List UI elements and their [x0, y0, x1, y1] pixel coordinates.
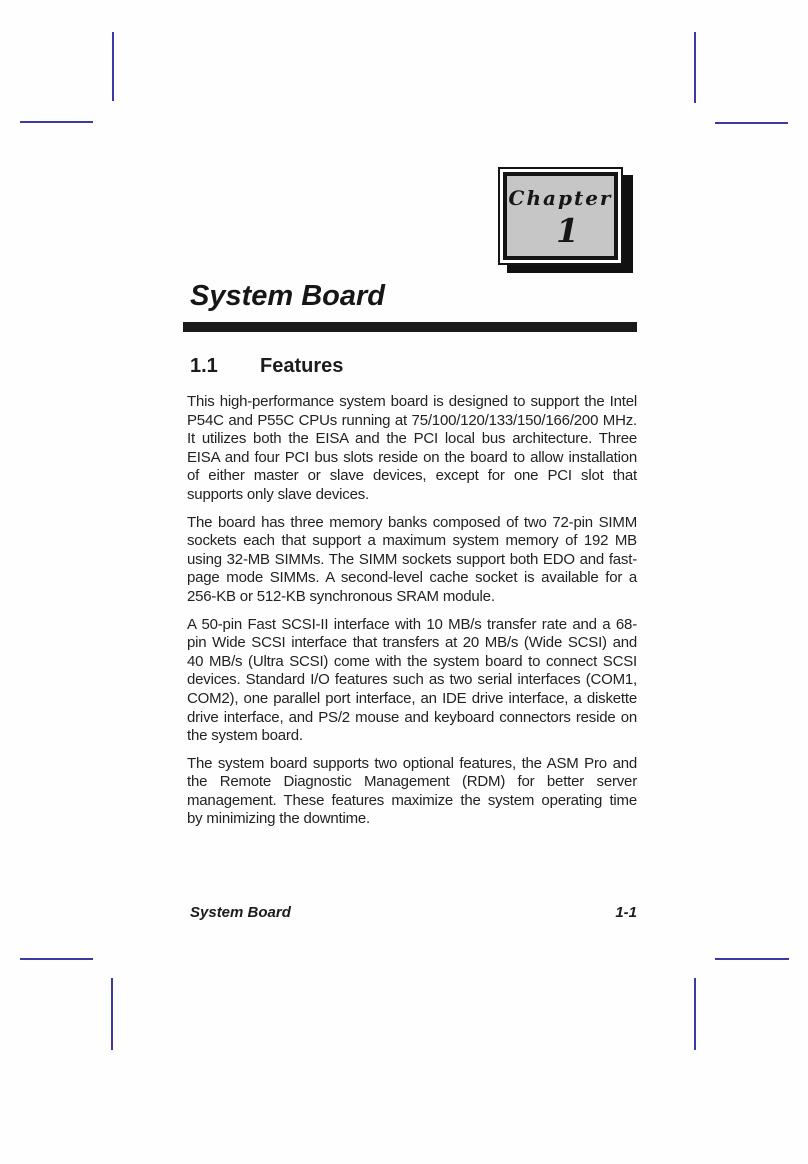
- paragraph: [187, 514, 637, 607]
- page-footer: [190, 904, 637, 922]
- text-line: of either master or slave devices, except for one PCI slot that: [187, 467, 637, 485]
- text-line: sockets each that support a maximum system memory of 192 MB: [187, 532, 637, 550]
- text-line: drive interface, and PS/2 mouse and keyboard connectors reside on: [187, 708, 637, 726]
- body-paragraphs: [187, 393, 637, 838]
- text-line: the Remote Diagnostic Management (RDM) for better server: [187, 773, 637, 791]
- text-line: P54C and P55C CPUs running at 75/100/120/133/150/166/200 MHz.: [187, 411, 637, 429]
- crop-mark-bottom-right-horizontal: [715, 958, 789, 960]
- text-line: the system board.: [187, 727, 303, 745]
- crop-mark-bottom-left-vertical: [111, 978, 113, 1050]
- text-line: using 32-MB SIMMs. The SIMM sockets support both EDO and fast-: [187, 550, 637, 568]
- page-title: System Board: [190, 280, 386, 312]
- section-title: Features: [260, 355, 344, 377]
- paragraph: [187, 755, 637, 829]
- text-line: EISA and four PCI bus slots reside on the board to allow installation: [187, 448, 637, 466]
- section-number: 1.1: [190, 355, 218, 377]
- footer-page-number: 1-1: [615, 904, 637, 921]
- text-line: The board has three memory banks composed of two 72-pin SIMM: [187, 513, 637, 531]
- section-heading: [190, 356, 343, 376]
- title-rule: [183, 322, 637, 332]
- text-line: This high-performance system board is designed to support the Intel: [187, 393, 637, 410]
- chapter-number: 1: [556, 210, 579, 250]
- text-line: 40 MB/s (Ultra SCSI) come with the system board to connect SCSI: [187, 652, 637, 670]
- text-line: devices. Standard I/O features such as two serial interfaces (COM1,: [187, 671, 637, 689]
- text-line: supports only slave devices.: [187, 485, 369, 503]
- text-line: The system board supports two optional features, the ASM Pro and: [187, 754, 637, 772]
- text-line: It utilizes both the EISA and the PCI local bus architecture. Three: [187, 430, 637, 448]
- paragraph: [187, 393, 637, 505]
- paragraph: [187, 616, 637, 746]
- crop-mark-top-right-vertical: [694, 32, 696, 103]
- text-line: A 50-pin Fast SCSI-II interface with 10 MB/s transfer rate and a 68-: [187, 615, 637, 633]
- text-line: COM2), one parallel port interface, an IDE drive interface, a diskette: [187, 689, 637, 707]
- crop-mark-top-left-horizontal: [20, 121, 93, 123]
- crop-mark-top-left-vertical: [112, 32, 114, 101]
- chapter-box: [498, 167, 623, 265]
- crop-mark-bottom-left-horizontal: [20, 958, 93, 960]
- crop-mark-bottom-right-vertical: [694, 978, 696, 1050]
- text-line: 256-KB or 512-KB synchronous SRAM module.: [187, 587, 495, 605]
- text-line: management. These features maximize the system operating time: [187, 791, 637, 809]
- chapter-panel: [503, 172, 618, 260]
- footer-book-title: System Board: [190, 904, 291, 921]
- text-line: pin Wide SCSI interface that transfers at 20 MB/s (Wide SCSI) and: [187, 634, 637, 652]
- crop-mark-top-right-horizontal: [715, 122, 788, 124]
- text-line: by minimizing the downtime.: [187, 810, 371, 828]
- text-line: page mode SIMMs. A second-level cache socket is available for a: [187, 569, 637, 587]
- chapter-label: Chapter: [508, 185, 613, 210]
